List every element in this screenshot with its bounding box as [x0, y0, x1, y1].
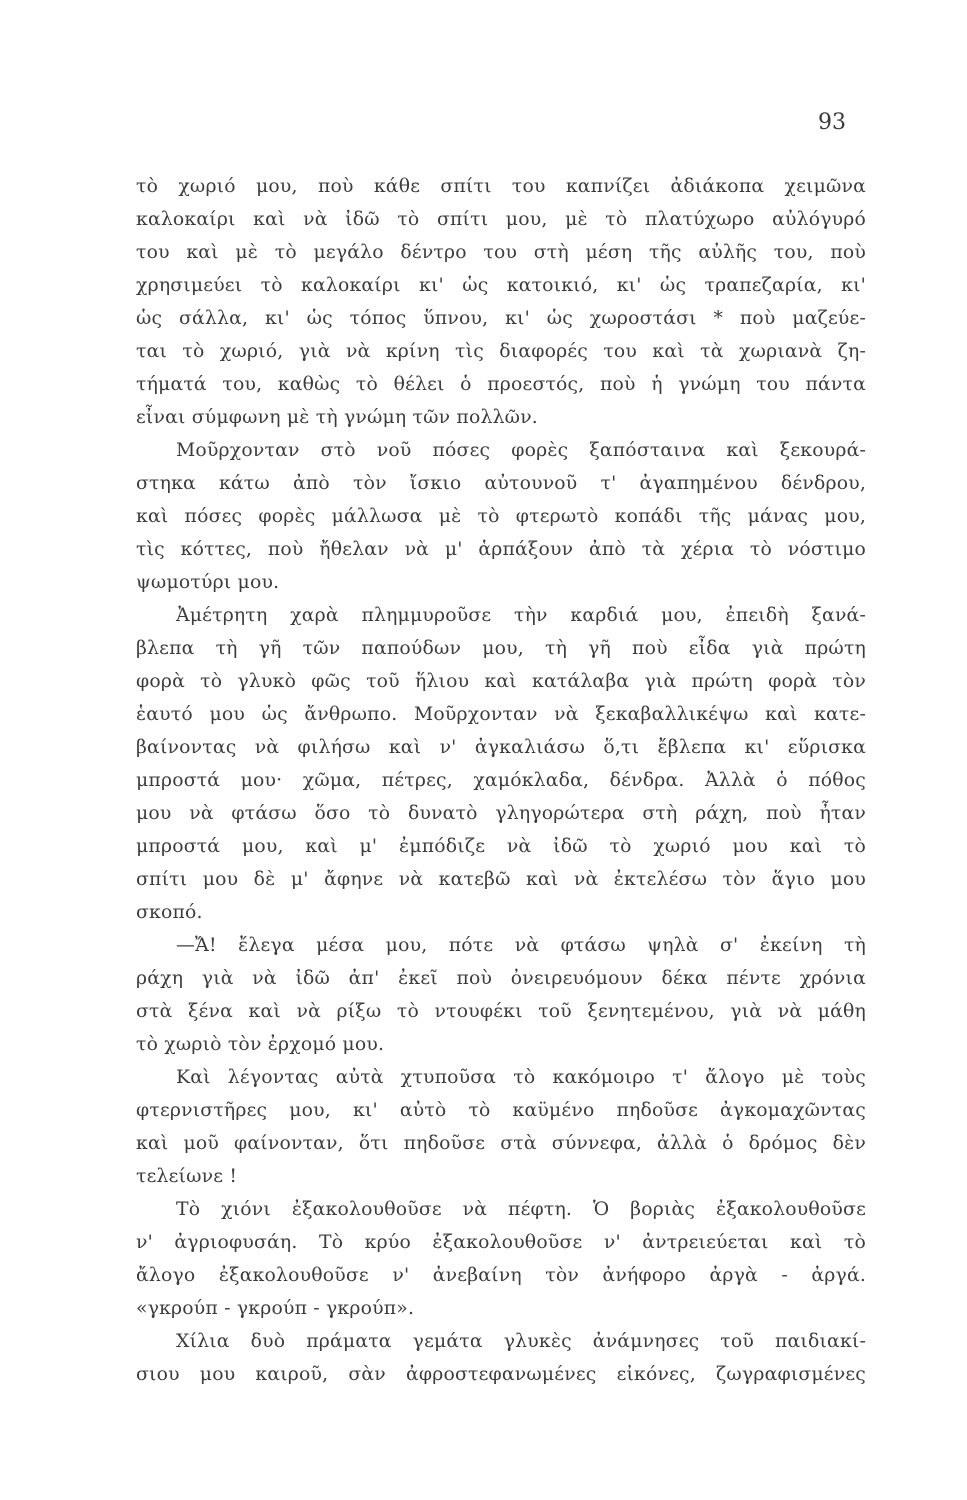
text-line: τὸ χωριὸ τὸν ἐρχομό μου. [136, 1034, 385, 1055]
text-line: μπροστά μου· χῶμα, πέτρες, χαμόκλαδα, δένδρα. Ἀλλὰ ὁ πόθος [136, 770, 866, 791]
text-line: εἶναι σύμφωνη μὲ τὴ γνώμη τῶν πολλῶν. [136, 407, 538, 428]
text-line: σιου μου καιροῦ, σὰν ἀφροστεφανωμένες εἰκόνες, ζωγραφισμένες [136, 1364, 866, 1385]
paragraph [136, 1061, 866, 1193]
paragraph [136, 1325, 866, 1391]
text-line: σπίτι μου δὲ μ' ἄφηνε νὰ κατεβῶ καὶ νὰ ἐκτελέσω τὸν ἅγιο μου [136, 869, 866, 890]
paragraph [136, 170, 866, 434]
text-line: ἄλογο ἐξακολουθοῦσε ν' ἀνεβαίνη τὸν ἀνήφορο ἀργὰ - ἀργά. [136, 1265, 866, 1286]
text-line: τελείωνε ! [136, 1166, 238, 1187]
text-line: στὰ ξένα καὶ νὰ ρίξω τὸ ντουφέκι τοῦ ξενητεμένου, γιὰ νὰ μάθη [136, 1001, 866, 1022]
text-line: φτερνιστῆρες μου, κι' αὐτὸ τὸ καϋμένο πηδοῦσε ἀγκομαχῶντας [136, 1100, 866, 1121]
paragraph [136, 434, 866, 599]
text-line: ἑαυτό μου ὡς ἄνθρωπο. Μοῦρχονταν νὰ ξεκαβαλλικέψω καὶ κατε- [136, 704, 866, 725]
text-line: ράχη γιὰ νὰ ἰδῶ ἀπ' ἐκεῖ ποὺ ὀνειρευόμουν δέκα πέντε χρόνια [136, 968, 866, 989]
text-line: Τὸ χιόνι ἐξακολουθοῦσε νὰ πέφτη. Ὁ βοριὰς ἐξακολουθοῦσε [176, 1199, 866, 1220]
text-line: στηκα κάτω ἀπὸ τὸν ἴσκιο αὐτουνοῦ τ' ἀγαπημένου δένδρου, [136, 473, 866, 494]
text-line: καὶ πόσες φορὲς μάλλωσα μὲ τὸ φτερωτὸ κοπάδι τῆς μάνας μου, [136, 506, 866, 527]
text-line: φορὰ τὸ γλυκὸ φῶς τοῦ ἥλιου καὶ κατάλαβα γιὰ πρώτη φορὰ τὸν [136, 671, 866, 692]
text-line: ψωμοτύρι μου. [136, 572, 280, 593]
text-line: του καὶ μὲ τὸ μεγάλο δέντρο του στὴ μέση τῆς αὐλῆς του, ποὺ [136, 242, 866, 263]
text-line: βλεπα τὴ γῆ τῶν παπούδων μου, τὴ γῆ ποὺ εἶδα γιὰ πρώτη [136, 638, 866, 659]
text-line: τὸ χωριό μου, ποὺ κάθε σπίτι του καπνίζει ἀδιάκοπα χειμῶνα [136, 176, 866, 197]
text-line: Καὶ λέγοντας αὐτὰ χτυποῦσα τὸ κακόμοιρο τ' ἄλογο μὲ τοὺς [176, 1067, 866, 1088]
text-line: Χίλια δυὸ πράματα γεμάτα γλυκὲς ἀνάμνησες τοῦ παιδιακί- [176, 1331, 866, 1352]
text-line: Ἀμέτρητη χαρὰ πλημμυροῦσε τὴν καρδιά μου, ἐπειδὴ ξανά- [176, 605, 866, 626]
text-line: βαίνοντας νὰ φιλήσω καὶ ν' ἀγκαλιάσω ὅ,τι ἔβλεπα κι' εὕρισκα [136, 737, 866, 758]
text-line: σκοπό. [136, 902, 203, 923]
paragraph [136, 599, 866, 929]
paragraph [136, 929, 866, 1061]
text-line: ὡς σάλλα, κι' ὡς τόπος ὕπνου, κι' ὡς χωροστάσι * ποὺ μαζεύε- [136, 308, 866, 329]
text-line: ται τὸ χωριό, γιὰ νὰ κρίνη τὶς διαφορές του καὶ τὰ χωριανὰ ζη- [136, 341, 866, 362]
page-number: 93 [818, 110, 846, 135]
text-line: καλοκαίρι καὶ νὰ ἰδῶ τὸ σπίτι μου, μὲ τὸ πλατύχωρο αὐλόγυρό [136, 209, 866, 230]
text-line: ν' ἀγριοφυσάη. Τὸ κρύο ἐξακολουθοῦσε ν' ἀντρειεύεται καὶ τὸ [136, 1232, 866, 1253]
text-line: τὶς κόττες, ποὺ ἤθελαν νὰ μ' ἁρπάξουν ἀπὸ τὰ χέρια τὸ νόστιμο [136, 539, 866, 560]
paragraph [136, 1193, 866, 1325]
text-line: χρησιμεύει τὸ καλοκαίρι κι' ὡς κατοικιό, κι' ὡς τραπεζαρία, κι' [136, 275, 866, 296]
text-line: μου νὰ φτάσω ὅσο τὸ δυνατὸ γληγορώτερα στὴ ράχη, ποὺ ἦταν [136, 803, 866, 824]
text-line: μπροστά μου, καὶ μ' ἐμπόδιζε νὰ ἰδῶ τὸ χωριό μου καὶ τὸ [136, 836, 866, 857]
text-line: —Ἄ! ἔλεγα μέσα μου, πότε νὰ φτάσω ψηλὰ σ' ἐκείνη τὴ [176, 935, 866, 956]
text-line: καὶ μοῦ φαίνονταν, ὅτι πηδοῦσε στὰ σύννεφα, ἀλλὰ ὁ δρόμος δὲν [136, 1133, 866, 1154]
text-line: «γκρούπ - γκρούπ - γκρούπ». [136, 1298, 415, 1319]
page-body [136, 170, 866, 1391]
text-line: Μοῦρχονταν στὸ νοῦ πόσες φορὲς ξαπόσταινα καὶ ξεκουρά- [176, 440, 866, 461]
text-line: τήματά του, καθὼς τὸ θέλει ὁ προεστός, ποὺ ἡ γνώμη του πάντα [136, 374, 866, 395]
